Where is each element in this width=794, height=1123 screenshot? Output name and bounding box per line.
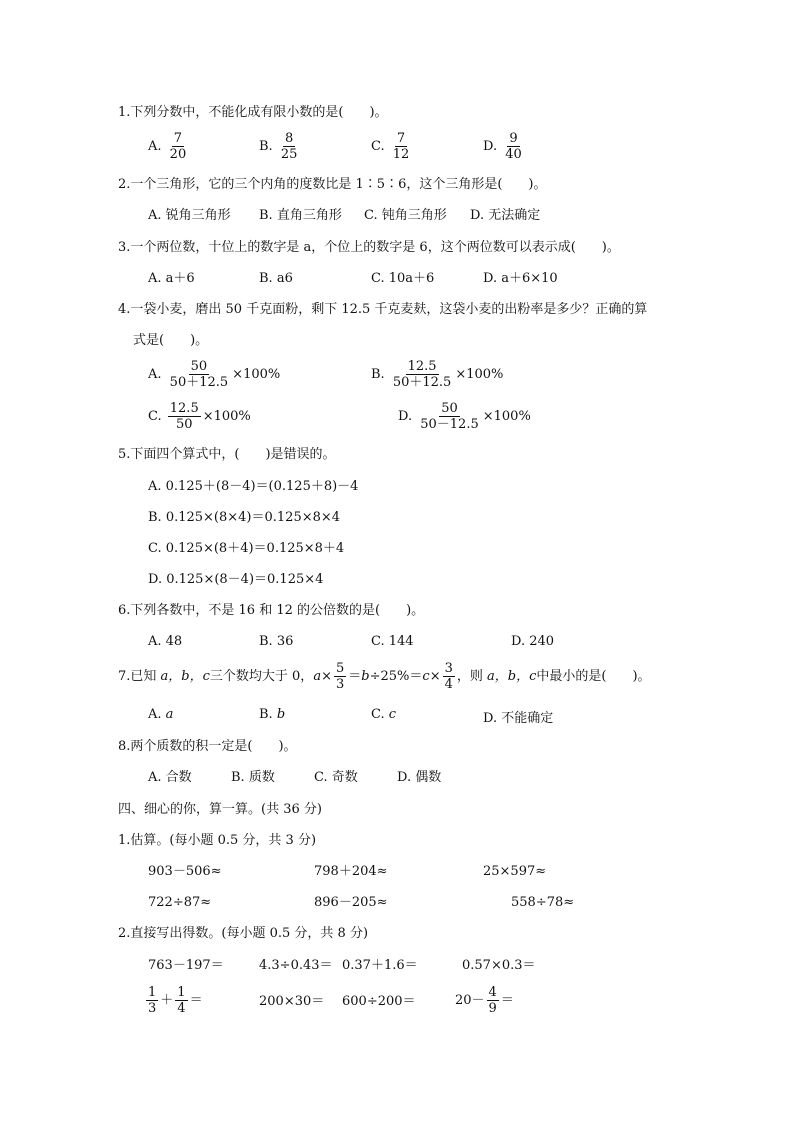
- fraction: $\frac{12.5}{50+12.5}$: [392, 359, 452, 390]
- direct-calc-item: 763－197＝: [148, 958, 224, 973]
- q6-option-c[interactable]: C. 144: [371, 634, 414, 649]
- q2-option-a[interactable]: A. 锐角三角形: [148, 208, 231, 223]
- q1-option-d[interactable]: D. $\frac{9}{40}$: [483, 131, 522, 162]
- fraction: $\frac{7}{20}$: [169, 131, 187, 162]
- q8-option-a[interactable]: A. 合数: [148, 770, 192, 785]
- question-7-stem: 7.已知 a，b，c三个数均大于 0，a× $\frac{5}{3}$ ＝b÷25%＝c× $\frac{3}{4}$ ，则 a，b，c中最小的是( )。: [118, 661, 651, 692]
- estimation-item: 558÷78≈: [511, 895, 575, 910]
- q2-option-d[interactable]: D. 无法确定: [470, 208, 541, 223]
- q7-option-b[interactable]: B. b: [259, 707, 286, 722]
- fraction: $\frac{8}{25}$: [280, 131, 298, 162]
- q5-option-b[interactable]: B. 0.125×(8×4)＝0.125×8×4: [148, 510, 341, 525]
- q7-option-c[interactable]: C. c: [371, 707, 397, 722]
- direct-calc-item: 200×30＝: [259, 994, 325, 1009]
- q5-option-a[interactable]: A. 0.125＋(8－4)＝(0.125＋8)－4: [148, 479, 359, 494]
- q3-option-a[interactable]: A. a＋6: [148, 271, 195, 286]
- q1-option-a[interactable]: A. $\frac{7}{20}$: [148, 131, 187, 162]
- question-8-stem: 8.两个质数的积一定是( )。: [118, 739, 297, 754]
- question-2-stem: 2.一个三角形，它的三个内角的度数比是 1∶5∶6，这个三角形是( )。: [118, 177, 547, 192]
- estimation-item: 896－205≈: [314, 895, 388, 910]
- estimation-item: 25×597≈: [483, 864, 547, 879]
- question-4-stem-line1: 4.一袋小麦，磨出 50 千克面粉，剩下 12.5 千克麦麸，这袋小麦的出粉率是多少？正确的算: [118, 302, 648, 317]
- estimation-item: 798＋204≈: [314, 864, 388, 879]
- fraction: $\frac{5}{3}$: [335, 661, 345, 692]
- q8-option-b[interactable]: B. 质数: [231, 770, 275, 785]
- fraction: $\frac{50}{50+12.5}$: [169, 359, 229, 390]
- estimation-item: 722÷87≈: [148, 895, 212, 910]
- question-5-stem: 5.下面四个算式中，( )是错误的。: [118, 447, 336, 462]
- fraction: $\frac{1}{4}$: [177, 985, 186, 1016]
- estimation-item: 903－506≈: [148, 864, 222, 879]
- q3-option-b[interactable]: B. a6: [259, 271, 293, 286]
- question-1-stem: 1.下列分数中，不能化成有限小数的是( )。: [118, 105, 388, 120]
- fraction: $\frac{12.5}{50}$: [169, 401, 199, 432]
- q5-option-d[interactable]: D. 0.125×(8－4)＝0.125×4: [148, 572, 324, 587]
- q2-option-c[interactable]: C. 钝角三角形: [364, 208, 447, 223]
- direct-calc-item: 0.37＋1.6＝: [342, 958, 418, 973]
- q4-option-c[interactable]: C. $\frac{12.5}{50}$ ×100%: [148, 401, 251, 432]
- q4-option-a[interactable]: A. $\frac{50}{50+12.5}$ ×100%: [148, 359, 281, 390]
- q4-option-b[interactable]: B. $\frac{12.5}{50+12.5}$ ×100%: [371, 359, 504, 390]
- estimation-heading: 1.估算。(每小题 0.5 分，共 3 分): [118, 833, 317, 848]
- direct-calc-heading: 2.直接写出得数。(每小题 0.5 分，共 8 分): [118, 926, 369, 941]
- direct-calc-item: 600÷200＝: [342, 994, 416, 1009]
- q6-option-a[interactable]: A. 48: [148, 634, 183, 649]
- section-4-heading: 四、细心的你，算一算。(共 36 分): [118, 802, 322, 817]
- direct-calc-item: 20－ $\frac{4}{9}$ ＝: [455, 985, 514, 1016]
- q7-option-d[interactable]: D. 不能确定: [483, 711, 554, 726]
- fraction: $\frac{3}{4}$: [444, 661, 453, 692]
- question-6-stem: 6.下列各数中，不是 16 和 12 的公倍数的是( )。: [118, 603, 425, 618]
- q8-option-d[interactable]: D. 偶数: [397, 770, 442, 785]
- q6-option-d[interactable]: D. 240: [511, 634, 555, 649]
- q6-option-b[interactable]: B. 36: [259, 634, 294, 649]
- fraction: $\frac{4}{9}$: [488, 985, 497, 1016]
- direct-calc-item: 4.3÷0.43＝: [259, 958, 333, 973]
- direct-calc-item: 0.57×0.3＝: [462, 958, 536, 973]
- question-4-stem-line2: 式是( )。: [133, 333, 209, 348]
- q5-option-c[interactable]: C. 0.125×(8＋4)＝0.125×8＋4: [148, 541, 345, 556]
- q7-option-a[interactable]: A. a: [148, 707, 174, 722]
- q1-option-c[interactable]: C. $\frac{7}{12}$: [371, 131, 410, 162]
- q3-option-c[interactable]: C. 10a＋6: [371, 271, 435, 286]
- q3-option-d[interactable]: D. a＋6×10: [483, 271, 558, 286]
- direct-calc-item: $\frac{1}{3}$ ＋ $\frac{1}{4}$ ＝: [148, 985, 203, 1016]
- fraction: $\frac{50}{50-12.5}$: [420, 401, 479, 432]
- q4-option-d[interactable]: D. $\frac{50}{50-12.5}$ ×100%: [398, 401, 531, 432]
- fraction: $\frac{7}{12}$: [392, 131, 410, 162]
- fraction: $\frac{1}{3}$: [148, 985, 157, 1016]
- fraction: $\frac{9}{40}$: [505, 131, 522, 162]
- q2-option-b[interactable]: B. 直角三角形: [259, 208, 342, 223]
- q8-option-c[interactable]: C. 奇数: [314, 770, 358, 785]
- question-3-stem: 3.一个两位数，十位上的数字是 a，个位上的数字是 6，这个两位数可以表示成( )。: [118, 240, 620, 255]
- q1-option-b[interactable]: B. $\frac{8}{25}$: [259, 131, 298, 162]
